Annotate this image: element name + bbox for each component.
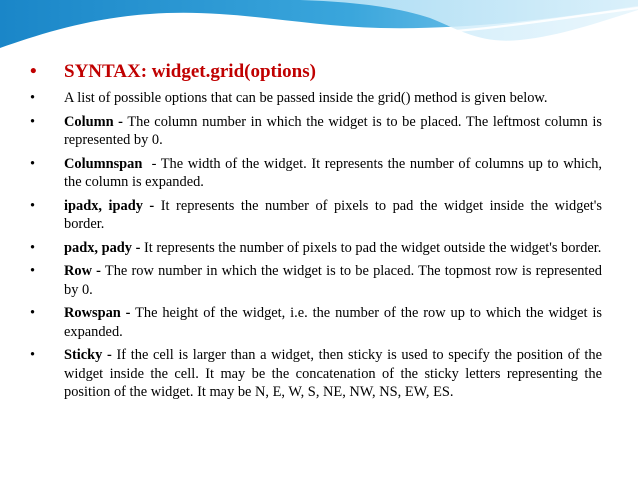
- bullet-dot: •: [30, 90, 36, 106]
- bullet-dot: •: [30, 305, 36, 322]
- bullet-list: [30, 60, 606, 401]
- bullet-sticky-term: Sticky -: [64, 347, 112, 364]
- bullet-pad-term: padx, pady -: [64, 239, 141, 256]
- bullet-columnspan: [30, 155, 606, 192]
- bullet-row-term: Row -: [64, 263, 101, 280]
- bullet-column: [30, 113, 602, 150]
- bullet-dot: •: [30, 263, 36, 280]
- bullet-sticky-text: If the cell is larger than a widget, then sticky is used to specify the position of the widget inside the cell. It may be the concatenation of the sticky letters representing the position of the widget. It may be N, E, W, S, NE, NW, NS, EW, ES.: [64, 347, 602, 400]
- bullet-ipad: [30, 197, 602, 234]
- bullet-ipad-text: It represents the number of pixels to pad the widget inside the widget's border.: [64, 197, 602, 232]
- bullet-dot: •: [30, 197, 36, 214]
- bullet-pad-text: It represents the number of pixels to pad the widget outside the widget's border.: [140, 239, 602, 256]
- bullet-intro: [30, 89, 602, 107]
- bullet-columnspan-term: Columnspan: [64, 155, 143, 172]
- syntax-title-bullet: [30, 60, 602, 84]
- bullet-dot: •: [30, 113, 36, 130]
- bullet-intro-text: A list of possible options that can be passed inside the grid() method is given below.: [64, 90, 548, 106]
- bullet-rowspan-term: Rowspan -: [64, 305, 131, 322]
- bullet-columnspan-text: - The width of the widget. It represents the number of columns up to which, the column is expanded.: [64, 155, 606, 190]
- bullet-pad: [30, 239, 602, 257]
- bullet-dot: •: [30, 155, 36, 172]
- bullet-row-text: The row number in which the widget is to be placed. The topmost row is represented by 0.: [64, 263, 603, 298]
- bullet-rowspan-text: The height of the widget, i.e. the number of the row up to which the widget is expanded.: [64, 305, 602, 340]
- bullet-dot: •: [30, 239, 36, 256]
- header-wave-decoration: [0, 0, 638, 60]
- bullet-sticky: [30, 346, 602, 401]
- bullet-rowspan: [30, 304, 602, 341]
- syntax-title-text: SYNTAX: widget.grid(options): [64, 61, 316, 82]
- bullet-ipad-term: ipadx, ipady -: [64, 197, 155, 214]
- bullet-row: [30, 262, 602, 299]
- bullet-dot: •: [30, 347, 36, 364]
- bullet-column-term: Column -: [64, 113, 123, 130]
- bullet-column-text: The column number in which the widget is to be placed. The leftmost column is represented by 0.: [64, 113, 602, 148]
- slide-content: [30, 60, 606, 407]
- bullet-dot: •: [30, 61, 37, 82]
